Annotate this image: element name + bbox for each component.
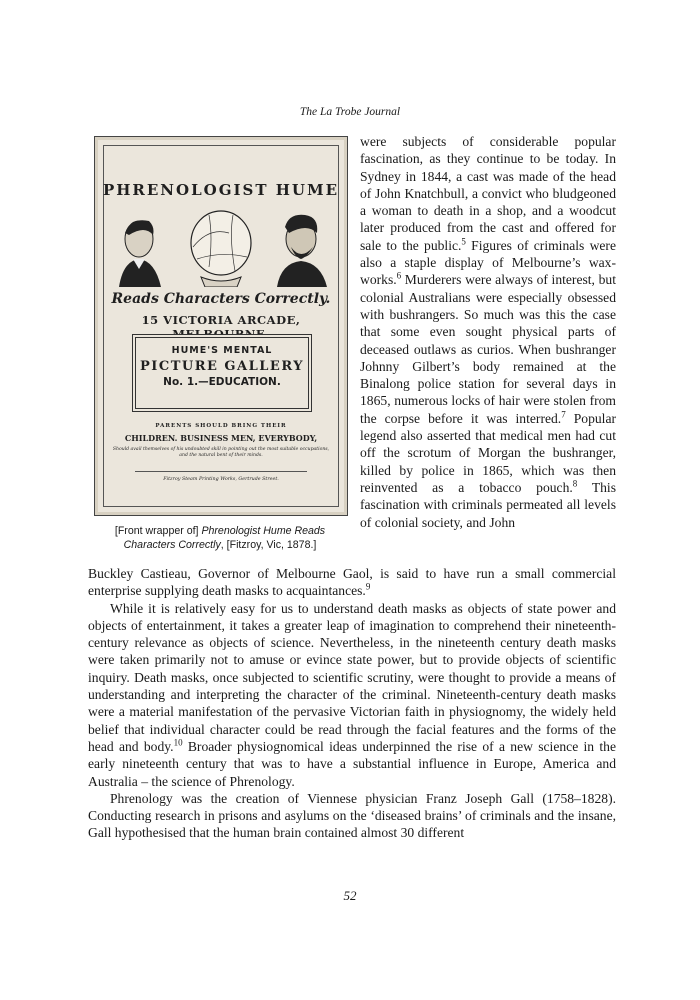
full-width-text	[88, 565, 616, 842]
box-line-3: No. 1.—EDUCATION.	[163, 376, 281, 388]
paragraph-3: Phrenology was the creation of Viennese physician Franz Joseph Gall (1758–1828). Conducting research in prisons and asylums on the ‘diseased brains’ of criminals and the insane, Gall hypothesised that the human brain contained almost 30 different	[88, 790, 616, 841]
front-wrapper-image	[94, 136, 348, 516]
paragraph-1-continued: Buckley Castieau, Governor of Melbourne Gaol, is said to have run a small commercial enterprise supplying death masks to acquaintances.$^9$	[88, 566, 616, 599]
wrapper-title: PHRENOLOGIST HUME	[102, 181, 340, 199]
running-head: The La Trobe Journal	[299, 106, 401, 118]
paragraph-1-column: were subjects of considerable popular fascination, as they continue to be today. In Sydney in 1844, a cast was made of the head of John Knatchbull, a convict who bludgeoned a woman to death in a shop, and a woodcut later produced from the cast and offered for sale to the public.$^5$ Figures of criminals were also a staple display of Melbourne’s wax-works.$^6$ Murderers were always of interest, but colonial Australians were especially obsessed with bushrangers. So much was this the case that some even sought physical parts of deceased outlaws as curios. When bushranger Johnny Gilbert’s body remained at the Binalong police station for several days in 1865, numerous locks of hair were stolen from the corpse before it was interred.$^7$ Popular legend also asserted that medical men had cut off the scrotum of Morgan the bushranger, killed by police in 1865, which was then reinvented as a tobacco pouch.$^8$ This fascination with criminals permeated all levels of colonial society, and John	[360, 134, 616, 530]
wrapper-children-line: CHILDREN. BUSINESS MEN, EVERYBODY,	[124, 433, 318, 443]
wrapper-inner-box	[135, 337, 309, 409]
column-text	[360, 133, 616, 531]
box-line-1: HUME'S MENTAL	[171, 345, 273, 356]
footnote-ref-6: 6	[396, 270, 402, 281]
wrapper-parents-line: PARENTS SHOULD BRING THEIR	[155, 423, 287, 429]
wrapper-small-text: Should avail themselves of his undoubted skill in pointing out the most suitable occupations, and the natural bent of their minds.	[112, 447, 330, 458]
footnote-ref-7: 7	[561, 409, 566, 420]
figure-caption: [Front wrapper of] Phrenologist Hume Reads Characters Correctly, [Fitzroy, Vic, 1878.]	[114, 525, 326, 551]
footnote-ref-5: 5	[461, 236, 466, 247]
footnote-ref-9: 9	[365, 581, 371, 592]
footnote-ref-10: 10	[173, 737, 183, 748]
wrapper-address: 15 VICTORIA ARCADE, MELBOURNE.	[141, 313, 301, 341]
wrapper-printer-line: Fitzroy Steam Printing Works, Gertrude Street.	[163, 477, 279, 482]
phrenology-heads-illustration	[109, 207, 333, 287]
box-line-2: PICTURE GALLERY	[139, 359, 304, 374]
figure	[90, 136, 350, 552]
footnote-ref-8: 8	[572, 478, 578, 489]
wrapper-script-line: Reads Characters Correctly.	[111, 291, 331, 307]
paragraph-2: While it is relatively easy for us to understand death masks as objects of state power and objects of entertainment, it takes a greater leap of imagination to comprehend their nineteenth-century relevance as objects of science. Nevertheless, in the nineteenth century death masks were taken primarily not to amuse or evince state power, but to provide objects of scientific inquiry. Death masks, once subjected to scientific scrutiny, were thought to provide a means of understanding and interpreting the character of the criminal. Nineteenth-century death masks were a material manifestation of the pervasive Victorian faith in physiognomy, the widely held belief that individual character could be read through the facial features and the forms of the head and body.$^{10}$ Broader physiognomical ideas underpinned the rise of a new science in the early nineteenth century that was to have a substantial influence in Europe, America and Australia – the science of Phrenology.	[88, 600, 616, 789]
page-number: 52	[343, 888, 357, 903]
